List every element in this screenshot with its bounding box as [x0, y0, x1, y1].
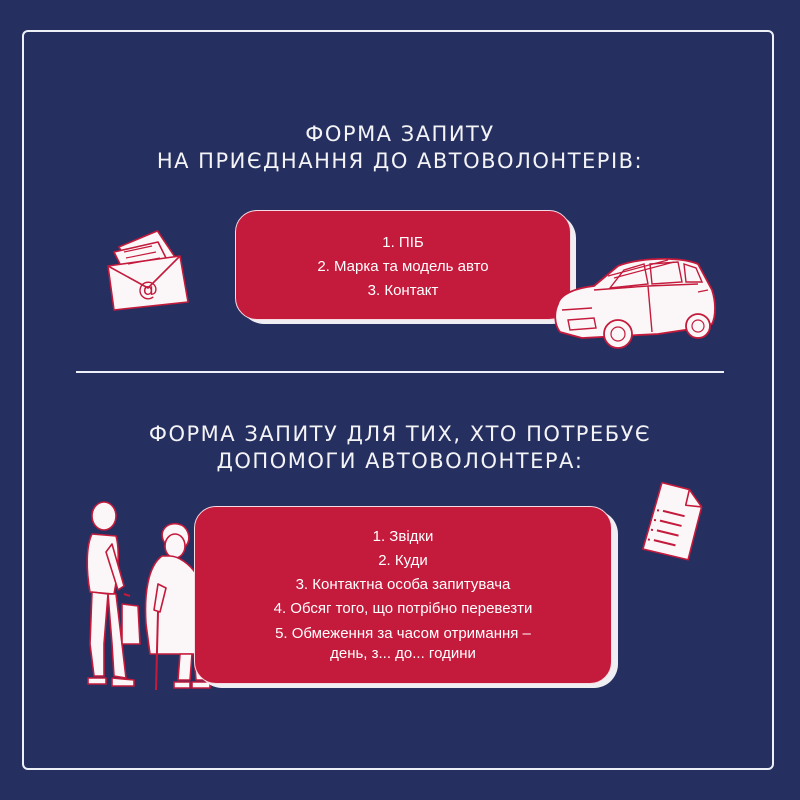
- join-item-contact: 3. Контакт: [367, 282, 439, 299]
- section2-heading: [0, 421, 800, 475]
- help-item-volume: 4. Обсяг того, що потрібно перевезти: [273, 600, 533, 617]
- svg-text:@: @: [138, 277, 158, 301]
- section-divider: [76, 371, 724, 373]
- document-list-icon: [638, 478, 708, 564]
- join-form-card: [235, 210, 571, 320]
- help-item-contact-person: 3. Контактна особа запитувача: [295, 576, 511, 593]
- join-item-name: 1. ПІБ: [382, 234, 424, 251]
- join-form-list: [236, 231, 570, 303]
- section1-heading-line1: ФОРМА ЗАПИТУ: [305, 122, 495, 146]
- help-item-to: 2. Куди: [378, 552, 428, 569]
- help-request-card: [194, 506, 612, 684]
- help-item-time-limit-cont: день, з... до... години: [330, 645, 476, 662]
- section1-heading-line2: НА ПРИЄДНАННЯ ДО АВТОВОЛОНТЕРІВ:: [156, 149, 644, 173]
- section2-heading-line2: ДОПОМОГИ АВТОВОЛОНТЕРА:: [216, 449, 584, 473]
- join-item-car-model: 2. Марка та модель авто: [317, 258, 489, 275]
- section1-heading: [0, 121, 800, 175]
- car-illustration: [548, 248, 720, 352]
- help-item-time-limit: 5. Обмеження за часом отримання –: [275, 625, 531, 642]
- help-item-from: 1. Звідки: [372, 528, 434, 545]
- email-envelope-icon: [100, 222, 196, 314]
- section2-heading-line1: ФОРМА ЗАПИТУ ДЛЯ ТИХ, ХТО ПОТРЕБУЄ: [148, 422, 652, 446]
- help-request-list: [195, 525, 611, 664]
